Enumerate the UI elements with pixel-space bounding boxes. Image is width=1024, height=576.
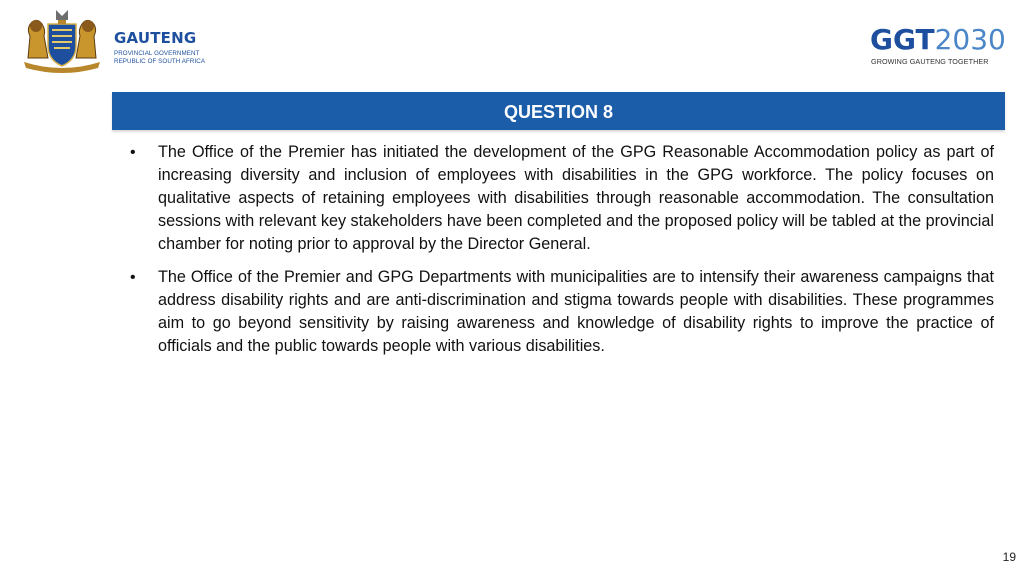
ggt-logo-text: GGT	[870, 23, 935, 56]
coat-of-arms-icon	[16, 6, 108, 74]
brand-country: REPUBLIC OF SOUTH AFRICA	[114, 58, 206, 65]
question-banner	[112, 92, 1005, 130]
bullet-marker: •	[130, 269, 136, 286]
ggt2030-logo	[870, 23, 1006, 56]
slide-title: QUESTION 8	[503, 102, 614, 122]
bullet-item	[124, 141, 994, 256]
ggt-logo-year: 2030	[934, 23, 1006, 56]
bullet-marker: •	[130, 144, 136, 161]
bullet-text: The Office of the Premier has initiated the development of the GPG Reasonable Accommodation policy as part of increasing diversity and inclusion of employees with disabilities in the GPG workforce. The policy focuses on qualitative aspects of retaining employees with disabilities through reasonable accommodation. The consultation sessions with relevant key stakeholders have been completed and the proposed policy will be tabled at the provincial chamber for noting prior to approval by the Director General.	[158, 143, 994, 253]
slide-body	[124, 141, 994, 368]
ggt-tagline: GROWING GAUTENG TOGETHER	[871, 57, 989, 66]
brand-subtitle: PROVINCIAL GOVERNMENT	[114, 50, 200, 57]
bullet-text: The Office of the Premier and GPG Departments with municipalities are to intensify their awareness campaigns that address disability rights and are anti-discrimination and stigma towards people with disabilities. These programmes aim to go beyond sensitivity by raising awareness and knowledge of disability rights to improve the practice of officials and the public towards people with various disabilities.	[158, 268, 994, 355]
bullet-item	[124, 266, 994, 358]
page-number: 19	[1002, 550, 1016, 564]
brand-title: GAUTENG	[114, 29, 197, 47]
